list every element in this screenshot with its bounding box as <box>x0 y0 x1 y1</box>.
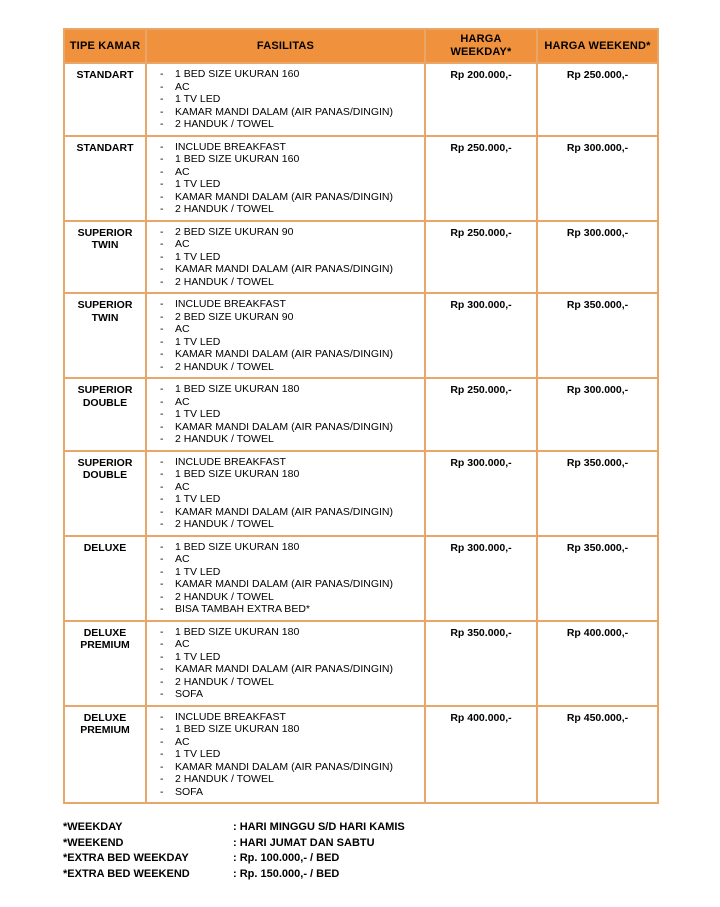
footnote-value: : Rp. 100.000,- / BED <box>233 852 340 864</box>
table-row <box>64 63 658 136</box>
facility-dash: - <box>160 578 164 590</box>
facility-dash: - <box>160 105 164 118</box>
facility-item <box>149 761 422 774</box>
weekday-price-cell: Rp 250.000,- <box>425 378 537 451</box>
facility-text: AC <box>175 238 190 250</box>
facility-dash: - <box>160 493 164 505</box>
facility-dash: - <box>160 140 164 153</box>
facility-item <box>149 433 422 446</box>
facility-item <box>149 118 422 131</box>
facility-item <box>149 311 422 324</box>
table-row <box>64 706 658 804</box>
facility-text: 2 BED SIZE UKURAN 90 <box>175 310 294 323</box>
weekday-price-cell: Rp 300.000,- <box>425 536 537 621</box>
facility-text: KAMAR MANDI DALAM (AIR PANAS/DINGIN) <box>175 663 393 675</box>
weekday-price-cell: Rp 350.000,- <box>425 621 537 706</box>
facility-text: AC <box>175 323 190 335</box>
facility-dash: - <box>160 748 164 760</box>
facility-text: KAMAR MANDI DALAM (AIR PANAS/DINGIN) <box>175 578 393 590</box>
facilities-cell <box>146 293 425 378</box>
room-table-body <box>64 63 658 803</box>
facility-item <box>149 711 422 724</box>
facility-text: KAMAR MANDI DALAM (AIR PANAS/DINGIN) <box>175 760 393 773</box>
weekend-price-cell: Rp 450.000,- <box>537 706 658 804</box>
facility-dash: - <box>160 348 164 360</box>
facility-text: 2 HANDUK / TOWEL <box>175 118 274 130</box>
weekday-price-cell: Rp 400.000,- <box>425 706 537 804</box>
facility-item <box>149 651 422 664</box>
facility-dash: - <box>160 603 164 615</box>
facility-item <box>149 676 422 689</box>
footnote-value: : HARI MINGGU S/D HARI KAMIS <box>233 821 405 833</box>
facility-item <box>149 481 422 494</box>
facilities-cell <box>146 536 425 621</box>
facility-item <box>149 298 422 311</box>
facility-text: 2 HANDUK / TOWEL <box>175 518 274 530</box>
facility-dash: - <box>160 298 164 310</box>
header-harga-weekend: HARGA WEEKEND* <box>537 29 658 63</box>
facility-dash: - <box>160 408 164 420</box>
facility-dash: - <box>160 420 164 433</box>
facilities-cell <box>146 451 425 536</box>
facilities-cell <box>146 63 425 136</box>
facility-item <box>149 688 422 701</box>
facility-dash: - <box>160 250 164 263</box>
facility-item <box>149 493 422 506</box>
facility-dash: - <box>160 203 164 215</box>
footnote-line <box>63 851 720 867</box>
facility-dash: - <box>160 760 164 773</box>
facility-text: KAMAR MANDI DALAM (AIR PANAS/DINGIN) <box>175 263 393 275</box>
facility-dash: - <box>160 178 164 190</box>
facility-item <box>149 153 422 166</box>
facility-text: 2 BED SIZE UKURAN 90 <box>175 225 294 238</box>
facility-dash: - <box>160 785 164 798</box>
facility-item <box>149 723 422 736</box>
facility-item <box>149 603 422 616</box>
facility-dash: - <box>160 675 164 688</box>
facility-item <box>149 323 422 336</box>
facility-dash: - <box>160 590 164 603</box>
weekday-price-cell: Rp 250.000,- <box>425 136 537 221</box>
facility-item <box>149 638 422 651</box>
facility-item <box>149 226 422 239</box>
facility-text: 1 TV LED <box>175 493 221 505</box>
facility-dash: - <box>160 723 164 735</box>
facility-text: 2 HANDUK / TOWEL <box>175 773 274 785</box>
facility-text: KAMAR MANDI DALAM (AIR PANAS/DINGIN) <box>175 190 393 203</box>
facility-item <box>149 361 422 374</box>
facilities-cell <box>146 136 425 221</box>
facility-text: 1 TV LED <box>175 408 221 420</box>
weekday-price-cell: Rp 300.000,- <box>425 451 537 536</box>
facility-text: KAMAR MANDI DALAM (AIR PANAS/DINGIN) <box>175 420 393 433</box>
facility-item <box>149 178 422 191</box>
facility-dash: - <box>160 773 164 785</box>
room-type-cell: SUPERIOR DOUBLE <box>64 451 146 536</box>
facility-text: KAMAR MANDI DALAM (AIR PANAS/DINGIN) <box>175 105 393 118</box>
facility-text: INCLUDE BREAKFAST <box>175 710 286 723</box>
facility-text: SOFA <box>175 785 204 798</box>
facility-dash: - <box>160 190 164 203</box>
facility-text: KAMAR MANDI DALAM (AIR PANAS/DINGIN) <box>175 348 393 360</box>
facility-dash: - <box>160 310 164 323</box>
facility-dash: - <box>160 553 164 565</box>
facility-text: 1 TV LED <box>175 748 221 760</box>
footnote-value: : HARI JUMAT DAN SABTU <box>233 836 375 849</box>
weekend-price-cell: Rp 350.000,- <box>537 293 658 378</box>
facility-dash: - <box>160 153 164 165</box>
facilities-cell <box>146 378 425 451</box>
weekend-price-cell: Rp 300.000,- <box>537 378 658 451</box>
weekend-price-cell: Rp 300.000,- <box>537 221 658 294</box>
facility-dash: - <box>160 663 164 675</box>
facility-dash: - <box>160 80 164 93</box>
facility-text: 1 TV LED <box>175 565 221 578</box>
facility-text: 1 BED SIZE UKURAN 160 <box>175 68 300 80</box>
facility-text: AC <box>175 638 190 650</box>
table-row <box>64 536 658 621</box>
footnote-label: *EXTRA BED WEEKEND <box>63 867 190 880</box>
facility-item <box>149 203 422 216</box>
weekend-price-cell: Rp 300.000,- <box>537 136 658 221</box>
weekend-price-cell: Rp 350.000,- <box>537 451 658 536</box>
table-row <box>64 451 658 536</box>
facility-item <box>149 191 422 204</box>
footnote-label: *EXTRA BED WEEKDAY <box>63 852 189 864</box>
footnote-line <box>63 867 720 883</box>
facility-dash: - <box>160 433 164 445</box>
facility-text: 1 BED SIZE UKURAN 180 <box>175 625 300 638</box>
facility-item <box>149 68 422 81</box>
facilities-cell <box>146 706 425 804</box>
table-row <box>64 293 658 378</box>
facility-item <box>149 553 422 566</box>
facility-dash: - <box>160 735 164 748</box>
facility-text: SOFA <box>175 688 204 700</box>
facility-text: 1 TV LED <box>175 650 221 663</box>
facility-item <box>149 408 422 421</box>
facility-text: 1 TV LED <box>175 178 221 190</box>
facility-item <box>149 396 422 409</box>
facility-text: 1 TV LED <box>175 335 221 348</box>
facility-text: 1 BED SIZE UKURAN 160 <box>175 153 300 165</box>
footnote-label: *WEEKEND <box>63 836 124 849</box>
facility-item <box>149 106 422 119</box>
facilities-cell <box>146 621 425 706</box>
facility-item <box>149 786 422 799</box>
facility-item <box>149 81 422 94</box>
table-row <box>64 136 658 221</box>
table-row <box>64 621 658 706</box>
facility-item <box>149 238 422 251</box>
facility-item <box>149 578 422 591</box>
facility-dash: - <box>160 360 164 373</box>
footnote-line <box>63 836 720 852</box>
facility-item <box>149 663 422 676</box>
table-row <box>64 221 658 294</box>
weekend-price-cell: Rp 250.000,- <box>537 63 658 136</box>
facility-dash: - <box>160 688 164 700</box>
facility-dash: - <box>160 395 164 408</box>
facility-text: AC <box>175 480 190 493</box>
facility-dash: - <box>160 455 164 468</box>
footnote-value: : Rp. 150.000,- / BED <box>233 867 340 880</box>
facility-dash: - <box>160 505 164 518</box>
weekend-price-cell: Rp 400.000,- <box>537 621 658 706</box>
facility-dash: - <box>160 710 164 723</box>
facility-item <box>149 383 422 396</box>
facility-text: 1 BED SIZE UKURAN 180 <box>175 723 300 735</box>
room-type-cell: DELUXE PREMIUM <box>64 621 146 706</box>
facility-text: 2 HANDUK / TOWEL <box>175 275 274 288</box>
facility-dash: - <box>160 650 164 663</box>
facility-text: INCLUDE BREAKFAST <box>175 298 286 310</box>
room-type-cell: STANDART <box>64 136 146 221</box>
facility-dash: - <box>160 225 164 238</box>
facility-dash: - <box>160 383 164 395</box>
facility-dash: - <box>160 118 164 130</box>
facilities-cell <box>146 221 425 294</box>
facility-item <box>149 251 422 264</box>
facility-item <box>149 468 422 481</box>
facility-dash: - <box>160 638 164 650</box>
facility-item <box>149 736 422 749</box>
facility-dash: - <box>160 68 164 80</box>
facility-text: 1 BED SIZE UKURAN 180 <box>175 468 300 480</box>
facility-dash: - <box>160 263 164 275</box>
facility-text: 1 BED SIZE UKURAN 180 <box>175 540 300 553</box>
facility-item <box>149 748 422 761</box>
footnote-label: *WEEKDAY <box>63 821 123 833</box>
room-type-cell: STANDART <box>64 63 146 136</box>
facility-item <box>149 626 422 639</box>
facility-text: KAMAR MANDI DALAM (AIR PANAS/DINGIN) <box>175 505 393 518</box>
facility-item <box>149 518 422 531</box>
facility-item <box>149 166 422 179</box>
room-type-cell: SUPERIOR TWIN <box>64 221 146 294</box>
facility-text: 2 HANDUK / TOWEL <box>175 433 274 445</box>
header-tipe-kamar: TIPE KAMAR <box>64 29 146 63</box>
facility-dash: - <box>160 335 164 348</box>
facility-text: AC <box>175 395 190 408</box>
facility-text: BISA TAMBAH EXTRA BED* <box>175 603 310 615</box>
facility-text: INCLUDE BREAKFAST <box>175 455 286 468</box>
facility-item <box>149 263 422 276</box>
room-type-cell: SUPERIOR DOUBLE <box>64 378 146 451</box>
room-price-table <box>63 28 659 804</box>
facility-dash: - <box>160 238 164 250</box>
facility-text: AC <box>175 553 190 565</box>
room-type-cell: DELUXE PREMIUM <box>64 706 146 804</box>
facility-dash: - <box>160 480 164 493</box>
facility-text: 1 TV LED <box>175 250 221 263</box>
room-type-cell: DELUXE <box>64 536 146 621</box>
facility-item <box>149 276 422 289</box>
room-type-cell: SUPERIOR TWIN <box>64 293 146 378</box>
footnotes <box>63 820 720 882</box>
facility-item <box>149 773 422 786</box>
facility-dash: - <box>160 540 164 553</box>
facility-item <box>149 141 422 154</box>
facility-item <box>149 348 422 361</box>
facility-item <box>149 506 422 519</box>
table-row <box>64 378 658 451</box>
facility-item <box>149 336 422 349</box>
facility-dash: - <box>160 165 164 178</box>
header-harga-weekday: HARGA WEEKDAY* <box>425 29 537 63</box>
table-header-row <box>64 29 658 63</box>
weekday-price-cell: Rp 250.000,- <box>425 221 537 294</box>
facility-dash: - <box>160 275 164 288</box>
facility-dash: - <box>160 93 164 105</box>
facility-item <box>149 541 422 554</box>
facility-text: INCLUDE BREAKFAST <box>175 140 286 153</box>
facility-text: 1 BED SIZE UKURAN 180 <box>175 383 300 395</box>
facility-item <box>149 456 422 469</box>
facility-dash: - <box>160 323 164 335</box>
facility-dash: - <box>160 468 164 480</box>
header-fasilitas: FASILITAS <box>146 29 425 63</box>
facility-text: 2 HANDUK / TOWEL <box>175 590 274 603</box>
facility-text: 1 TV LED <box>175 93 221 105</box>
facility-item <box>149 591 422 604</box>
facility-text: AC <box>175 80 190 93</box>
footnote-line <box>63 820 720 836</box>
facility-text: 2 HANDUK / TOWEL <box>175 203 274 215</box>
weekday-price-cell: Rp 200.000,- <box>425 63 537 136</box>
facility-text: 2 HANDUK / TOWEL <box>175 360 274 373</box>
facility-text: AC <box>175 165 190 178</box>
facility-dash: - <box>160 518 164 530</box>
facility-dash: - <box>160 625 164 638</box>
facility-item <box>149 421 422 434</box>
weekday-price-cell: Rp 300.000,- <box>425 293 537 378</box>
facility-dash: - <box>160 565 164 578</box>
facility-text: 2 HANDUK / TOWEL <box>175 675 274 688</box>
weekend-price-cell: Rp 350.000,- <box>537 536 658 621</box>
facility-item <box>149 93 422 106</box>
facility-item <box>149 566 422 579</box>
facility-text: AC <box>175 735 190 748</box>
